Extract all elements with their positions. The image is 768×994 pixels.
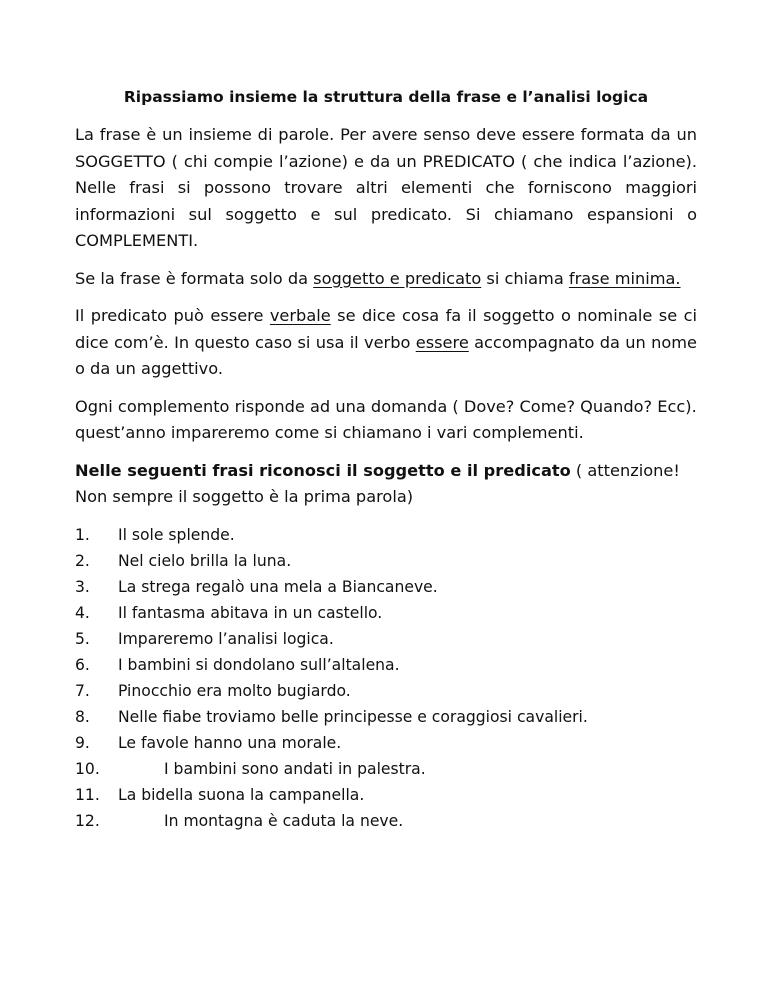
underlined-subject-predicate: soggetto e predicato xyxy=(313,268,482,288)
text-span: se dice cosa fa il soggetto o nominale se ci dice com’è. In questo caso si usa il verbo xyxy=(75,306,697,352)
item-text: Il sole splende. xyxy=(118,525,235,544)
exercise-instruction-note: ( attenzione! Non sempre il soggetto è la prima parola) xyxy=(75,460,680,506)
list-item xyxy=(75,652,697,678)
page-title: Ripassiamo insieme la struttura della frase e l’analisi logica xyxy=(123,88,649,106)
item-text: I bambini si dondolano sull’altalena. xyxy=(118,655,400,674)
list-item xyxy=(75,626,697,652)
item-text: Nel cielo brilla la luna. xyxy=(118,551,292,570)
sentence-list xyxy=(75,522,697,834)
list-item xyxy=(75,574,697,600)
item-number: 3. xyxy=(75,577,90,596)
minimal-sentence-paragraph xyxy=(75,266,697,293)
underlined-verbal: verbale xyxy=(269,306,331,325)
item-text: Il fantasma abitava in un castello. xyxy=(118,603,383,622)
document-page xyxy=(75,84,697,834)
exercise-instruction-bold: Nelle seguenti frasi riconosci il soggetto e il predicato xyxy=(75,460,571,480)
list-item xyxy=(75,678,697,704)
text-span: si chiama xyxy=(481,268,569,288)
complements-paragraph: Ogni complemento risponde ad una domanda ( Dove? Come? Quando? Ecc). quest’anno impareremo come si chiamano i vari complementi. xyxy=(75,396,697,442)
item-text: Impareremo l’analisi logica. xyxy=(118,629,334,648)
item-text: Nelle fiabe troviamo belle principesse e coraggiosi cavalieri. xyxy=(118,707,588,726)
predicate-paragraph xyxy=(75,303,697,383)
item-number: 9. xyxy=(75,733,90,752)
item-text: I bambini sono andati in palestra. xyxy=(164,759,426,778)
item-text: In montagna è caduta la neve. xyxy=(164,811,404,830)
list-item xyxy=(75,548,697,574)
underlined-essere: essere xyxy=(415,332,469,352)
item-number: 12. xyxy=(75,811,100,830)
list-item xyxy=(75,808,697,834)
intro-paragraph: La frase è un insieme di parole. Per avere senso deve essere formata da un SOGGETTO ( chi compie l’azione) e da un PREDICATO ( che indica l’azione). Nelle frasi si possono trovare altri elementi che forniscono maggiori informazioni sul soggetto e sul predicato. Si chiamano espansioni o COMPLEMENTI. xyxy=(75,125,697,250)
list-item xyxy=(75,756,697,782)
exercise-instructions xyxy=(75,458,697,511)
item-number: 1. xyxy=(75,525,90,544)
underlined-minimal-sentence: frase minima. xyxy=(568,268,681,288)
item-number: 6. xyxy=(75,655,90,674)
list-item xyxy=(75,782,697,808)
text-span: accompagnato da un nome o da un aggettivo. xyxy=(75,332,698,378)
item-number: 7. xyxy=(75,681,90,700)
item-text: Le favole hanno una morale. xyxy=(118,733,342,752)
item-number: 2. xyxy=(75,551,90,570)
list-item xyxy=(75,704,697,730)
item-number: 4. xyxy=(75,603,90,622)
text-span: Il predicato può essere xyxy=(75,306,270,325)
list-item xyxy=(75,522,697,548)
item-number: 10. xyxy=(75,759,100,778)
item-text: La bidella suona la campanella. xyxy=(118,785,365,804)
text-span: Se la frase è formata solo da xyxy=(75,268,314,288)
item-number: 8. xyxy=(75,707,90,726)
list-item xyxy=(75,600,697,626)
item-text: Pinocchio era molto bugiardo. xyxy=(118,681,351,700)
item-number: 5. xyxy=(75,629,90,648)
item-text: La strega regalò una mela a Biancaneve. xyxy=(118,577,438,596)
item-number: 11. xyxy=(75,785,100,804)
list-item xyxy=(75,730,697,756)
